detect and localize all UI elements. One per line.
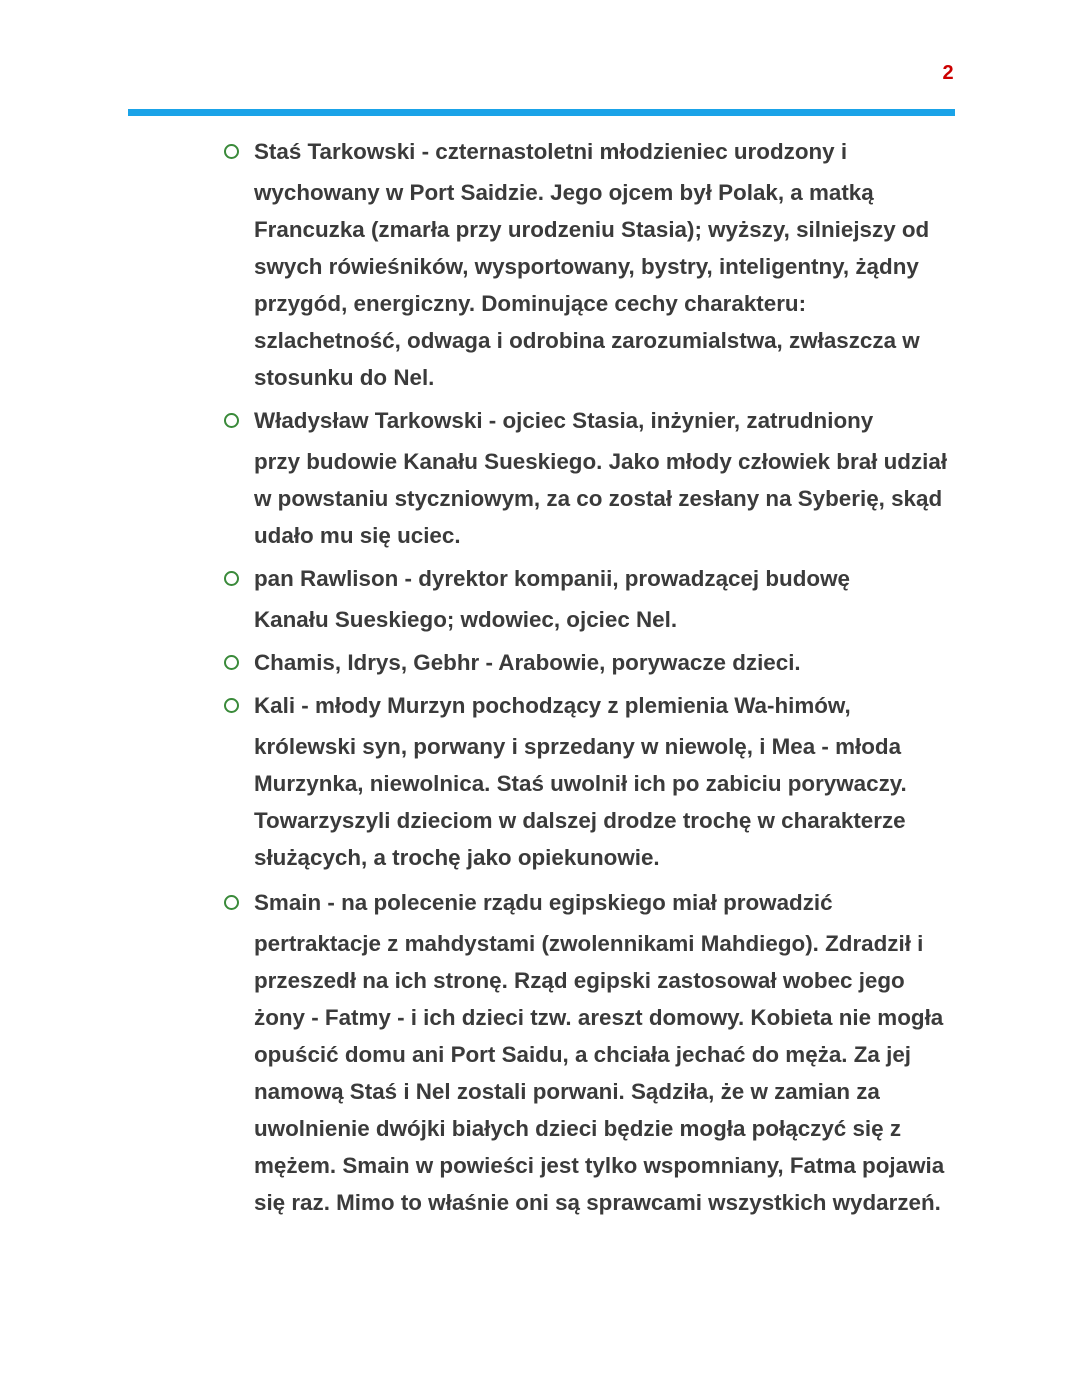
- list-item-first-line: Staś Tarkowski - czternastoletni młodzieniec urodzony i: [254, 139, 848, 164]
- list-item-first-line: Chamis, Idrys, Gebhr - Arabowie, porywacze dzieci.: [254, 650, 801, 675]
- list-item-text: królewski syn, porwany i sprzedany w niewolę, i Mea - młoda Murzynka, niewolnica. Staś uwolnił ich po zabiciu porywaczy. Towarzyszyli dzieciom w dalszej drodze trochę w charakterze służących, a trochę jako opiekunowie.: [254, 734, 907, 870]
- list-item-text: przy budowie Kanału Sueskiego. Jako młody człowiek brał udział w powstaniu styczniowym, za co został zesłany na Syberię, skąd udało mu się uciec.: [254, 449, 948, 548]
- hollow-circle-bullet-icon: [224, 895, 239, 910]
- hollow-circle-bullet-icon: [224, 413, 239, 428]
- hollow-circle-bullet-icon: [224, 655, 239, 670]
- list-item-text: Kanału Sueskiego; wdowiec, ojciec Nel.: [254, 607, 678, 632]
- list-item-first-line: Smain - na polecenie rządu egipskiego miał prowadzić: [254, 890, 833, 915]
- list-item-smain: [0, 884, 958, 1221]
- list-item-wladyslaw-tarkowski: [0, 402, 958, 554]
- header-rule: [128, 109, 955, 116]
- list-item-text: wychowany w Port Saidzie. Jego ojcem był Polak, a matką Francuzka (zmarła przy urodzeniu Stasia); wyższy, silniejszy od swych rówieśników, wysportowany, bystry, inteligentny, żądny przygód, energiczny. Dominujące cechy charakteru: szlachetność, odwaga i odrobina zarozumialstwa, zwłaszcza w stosunku do Nel.: [254, 180, 930, 390]
- hollow-circle-bullet-icon: [224, 144, 239, 159]
- hollow-circle-bullet-icon: [224, 698, 239, 713]
- list-item-text: pertraktacje z mahdystami (zwolennikami Mahdiego). Zdradził i przeszedł na ich stronę. Rząd egipski zastosował wobec jego żony - Fatmy - i ich dzieci tzw. areszt domowy. Kobieta nie mogła opuścić domu ani Port Saidu, a chciała jechać do męża. Za jej namową Staś i Nel zostali porwani. Sądziła, że w zamian za uwolnienie dwójki białych dzieci będzie mogła połączyć się z mężem. Smain w powieści jest tylko wspomniany, Fatma pojawia się raz. Mimo to właśnie oni są sprawcami wszystkich wydarzeń.: [254, 931, 945, 1215]
- list-item-first-line: Władysław Tarkowski - ojciec Stasia, inżynier, zatrudniony: [254, 408, 874, 433]
- hollow-circle-bullet-icon: [224, 571, 239, 586]
- list-item-arabowie: [0, 644, 958, 681]
- list-item-pan-rawlison: [0, 560, 958, 638]
- list-item-first-line: pan Rawlison - dyrektor kompanii, prowadzącej budowę: [254, 566, 850, 591]
- list-item-stas-tarkowski: [0, 133, 958, 396]
- character-list: [0, 133, 1080, 1227]
- list-item-kali-mea: [0, 687, 958, 876]
- list-item-first-line: Kali - młody Murzyn pochodzący z plemienia Wa-himów,: [254, 693, 851, 718]
- page-number: 2: [942, 62, 954, 84]
